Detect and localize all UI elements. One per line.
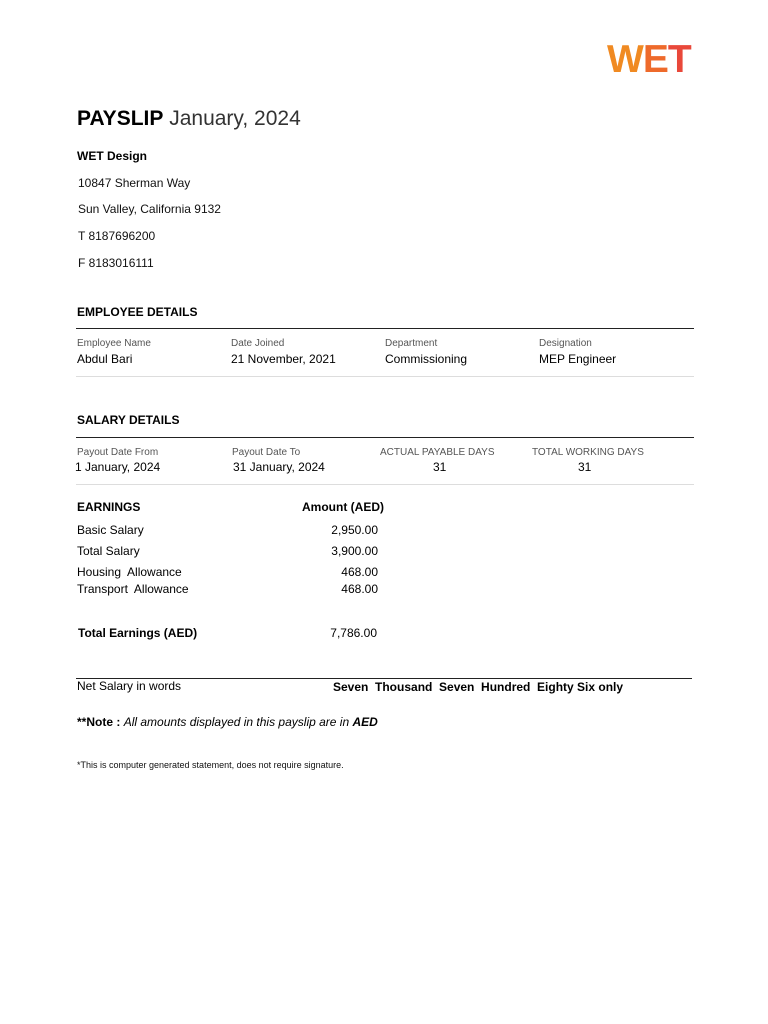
page-title: [77, 105, 301, 133]
total-earnings-label: Total Earnings (AED): [78, 626, 198, 640]
payout-from-value: 1 January, 2024: [75, 460, 161, 474]
divider: [76, 376, 694, 377]
divider: [76, 437, 694, 438]
earning-row-amount: 3,900.00: [331, 544, 378, 558]
earning-row-label: Housing Allowance: [77, 565, 182, 579]
company-logo: [607, 36, 691, 84]
amount-heading: Amount (AED): [302, 500, 384, 514]
net-salary-label: Net Salary in words: [77, 679, 182, 693]
footnote: *This is computer generated statement, does not require signature.: [77, 760, 344, 770]
total-working-days-value: 31: [578, 460, 592, 474]
department-label: Department: [385, 338, 438, 349]
date-joined-label: Date Joined: [231, 338, 285, 349]
company-fax: F 8183016111: [78, 256, 154, 270]
logo-letter-t: T: [667, 38, 691, 81]
logo-letter-w: W: [607, 38, 643, 81]
department-value: Commissioning: [385, 352, 468, 366]
company-address-line1: 10847 Sherman Way: [78, 176, 191, 190]
earning-row-amount: 2,950.00: [331, 523, 378, 537]
payout-to-value: 31 January, 2024: [233, 460, 325, 474]
total-earnings-amount: 7,786.00: [330, 626, 377, 640]
currency-note: [77, 715, 378, 729]
payout-from-label: Payout Date From: [77, 447, 159, 458]
earning-row-amount: 468.00: [341, 582, 378, 596]
actual-payable-days-value: 31: [433, 460, 447, 474]
divider: [76, 328, 694, 329]
net-salary-words: Seven Thousand Seven Hundred Eighty Six only: [333, 680, 624, 694]
actual-payable-days-label: ACTUAL PAYABLE DAYS: [380, 447, 495, 458]
earning-row-label: Transport Allowance: [77, 582, 189, 596]
date-joined-value: 21 November, 2021: [231, 352, 336, 366]
divider: [76, 484, 694, 485]
logo-letter-e: E: [642, 38, 668, 81]
earnings-heading: EARNINGS: [77, 500, 141, 514]
employee-details-heading: EMPLOYEE DETAILS: [77, 305, 198, 319]
note-currency: AED: [352, 715, 378, 729]
company-name: WET Design: [77, 149, 148, 163]
designation-label: Designation: [539, 338, 592, 349]
payslip-label: PAYSLIP: [77, 107, 164, 130]
payslip-period: January, 2024: [169, 107, 301, 130]
earning-row-amount: 468.00: [341, 565, 378, 579]
salary-details-heading: SALARY DETAILS: [77, 413, 180, 427]
earning-row-label: Total Salary: [77, 544, 140, 558]
company-phone: T 8187696200: [78, 229, 156, 243]
designation-value: MEP Engineer: [539, 352, 617, 366]
total-working-days-label: TOTAL WORKING DAYS: [532, 447, 644, 458]
payout-to-label: Payout Date To: [232, 447, 301, 458]
employee-name-value: Abdul Bari: [77, 352, 133, 366]
company-address-line2: Sun Valley, California 9132: [78, 202, 221, 216]
note-prefix: **Note :: [77, 715, 121, 729]
earning-row-label: Basic Salary: [77, 523, 144, 537]
employee-name-label: Employee Name: [77, 338, 151, 349]
note-text: All amounts displayed in this payslip are in: [123, 715, 350, 729]
